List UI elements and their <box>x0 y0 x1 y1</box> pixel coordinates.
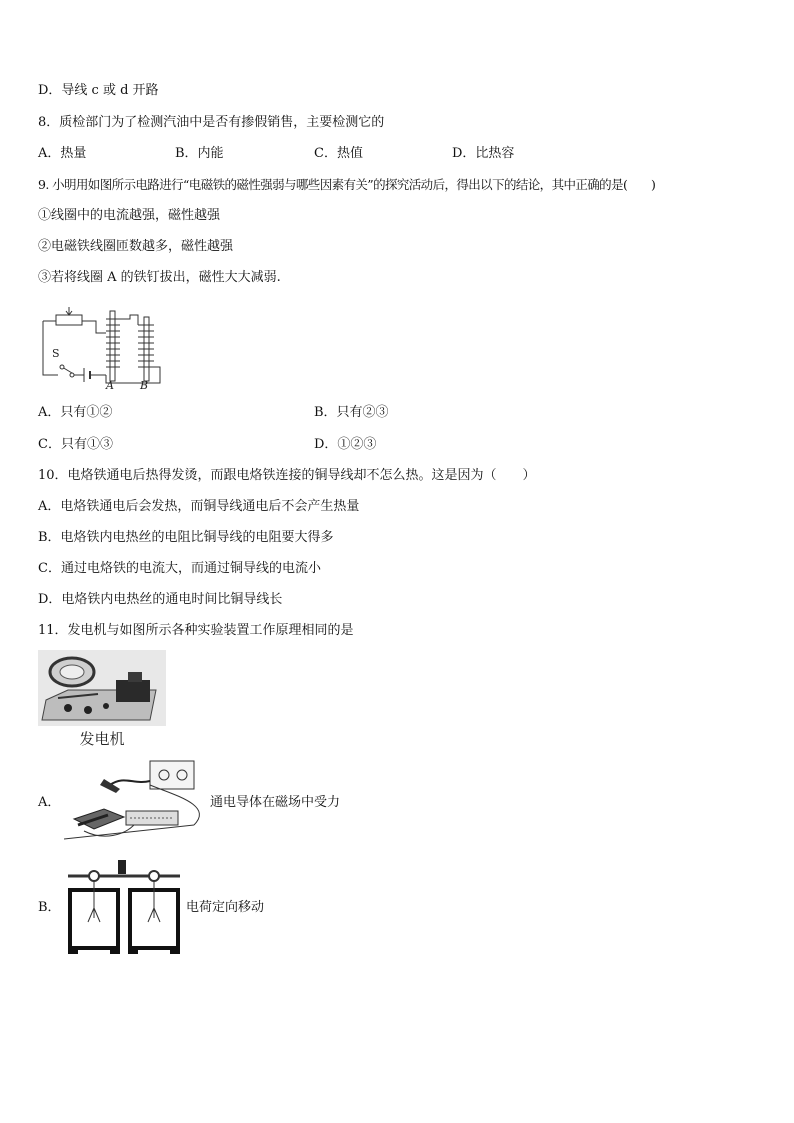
q8-option-b: B．内能 <box>175 146 224 161</box>
q9-option-b: B．只有②③ <box>314 405 389 420</box>
q9-option-a: A．只有①② <box>38 405 113 420</box>
switch-label: S <box>52 347 60 360</box>
q8-option-a: A．热量 <box>38 146 87 161</box>
q9-option-d: D．①②③ <box>314 437 377 452</box>
q9-option-c: C．只有①③ <box>38 437 113 452</box>
q9-statement-2: ②电磁铁线圈匝数越多，磁性越强 <box>38 239 234 254</box>
q11-option-b-text: 电荷定向移动 <box>186 900 265 915</box>
q11-option-a-figure <box>64 755 208 851</box>
electroscope-illustration <box>64 858 184 956</box>
generator-illustration <box>38 650 166 748</box>
q11-option-b-letter: B． <box>38 900 61 915</box>
coil-a-label: A <box>106 379 114 391</box>
generator-caption: 发电机 <box>79 730 125 748</box>
q10-option-a: A．电烙铁通电后会发热，而铜导线通电后不会产生热量 <box>38 499 360 514</box>
q9-statement-3: ③若将线圈 A 的铁钉拔出，磁性大大减弱. <box>38 270 281 285</box>
motor-experiment-illustration <box>64 755 208 851</box>
q9-statement-1: ①线圈中的电流越强，磁性越强 <box>38 208 221 223</box>
q11-stem: 11．发电机与如图所示各种实验装置工作原理相同的是 <box>38 623 354 638</box>
q10-stem: 10．电烙铁通电后热得发烫，而跟电烙铁连接的铜导线却不怎么热。这是因为（ ） <box>38 468 536 483</box>
q9-stem: 9. 小明用如图所示电路进行“电磁铁的磁性强弱与哪些因素有关”的探究活动后，得出以下的结论，其中正确的是( ) <box>38 177 656 192</box>
q8-stem: 8．质检部门为了检测汽油中是否有掺假销售，主要检测它的 <box>38 115 385 130</box>
electromagnet-circuit-diagram <box>38 303 164 391</box>
coil-b-label: B <box>140 379 149 391</box>
q10-option-b: B．电烙铁内电热丝的电阻比铜导线的电阻要大得多 <box>38 530 334 545</box>
q10-option-c: C．通过电烙铁的电流大，而通过铜导线的电流小 <box>38 561 321 576</box>
q8-option-d: D．比热容 <box>452 146 515 161</box>
generator-photo <box>38 650 166 748</box>
q9-circuit-figure <box>38 303 164 391</box>
q11-option-b-figure <box>64 858 184 956</box>
q10-option-d: D．电烙铁内电热丝的通电时间比铜导线长 <box>38 592 283 607</box>
q8-option-c: C．热值 <box>314 146 363 161</box>
q11-option-a-text: 通电导体在磁场中受力 <box>210 795 341 810</box>
prev-option-d: D．导线 c 或 d 开路 <box>38 83 159 98</box>
q11-option-a-letter: A． <box>38 795 61 810</box>
